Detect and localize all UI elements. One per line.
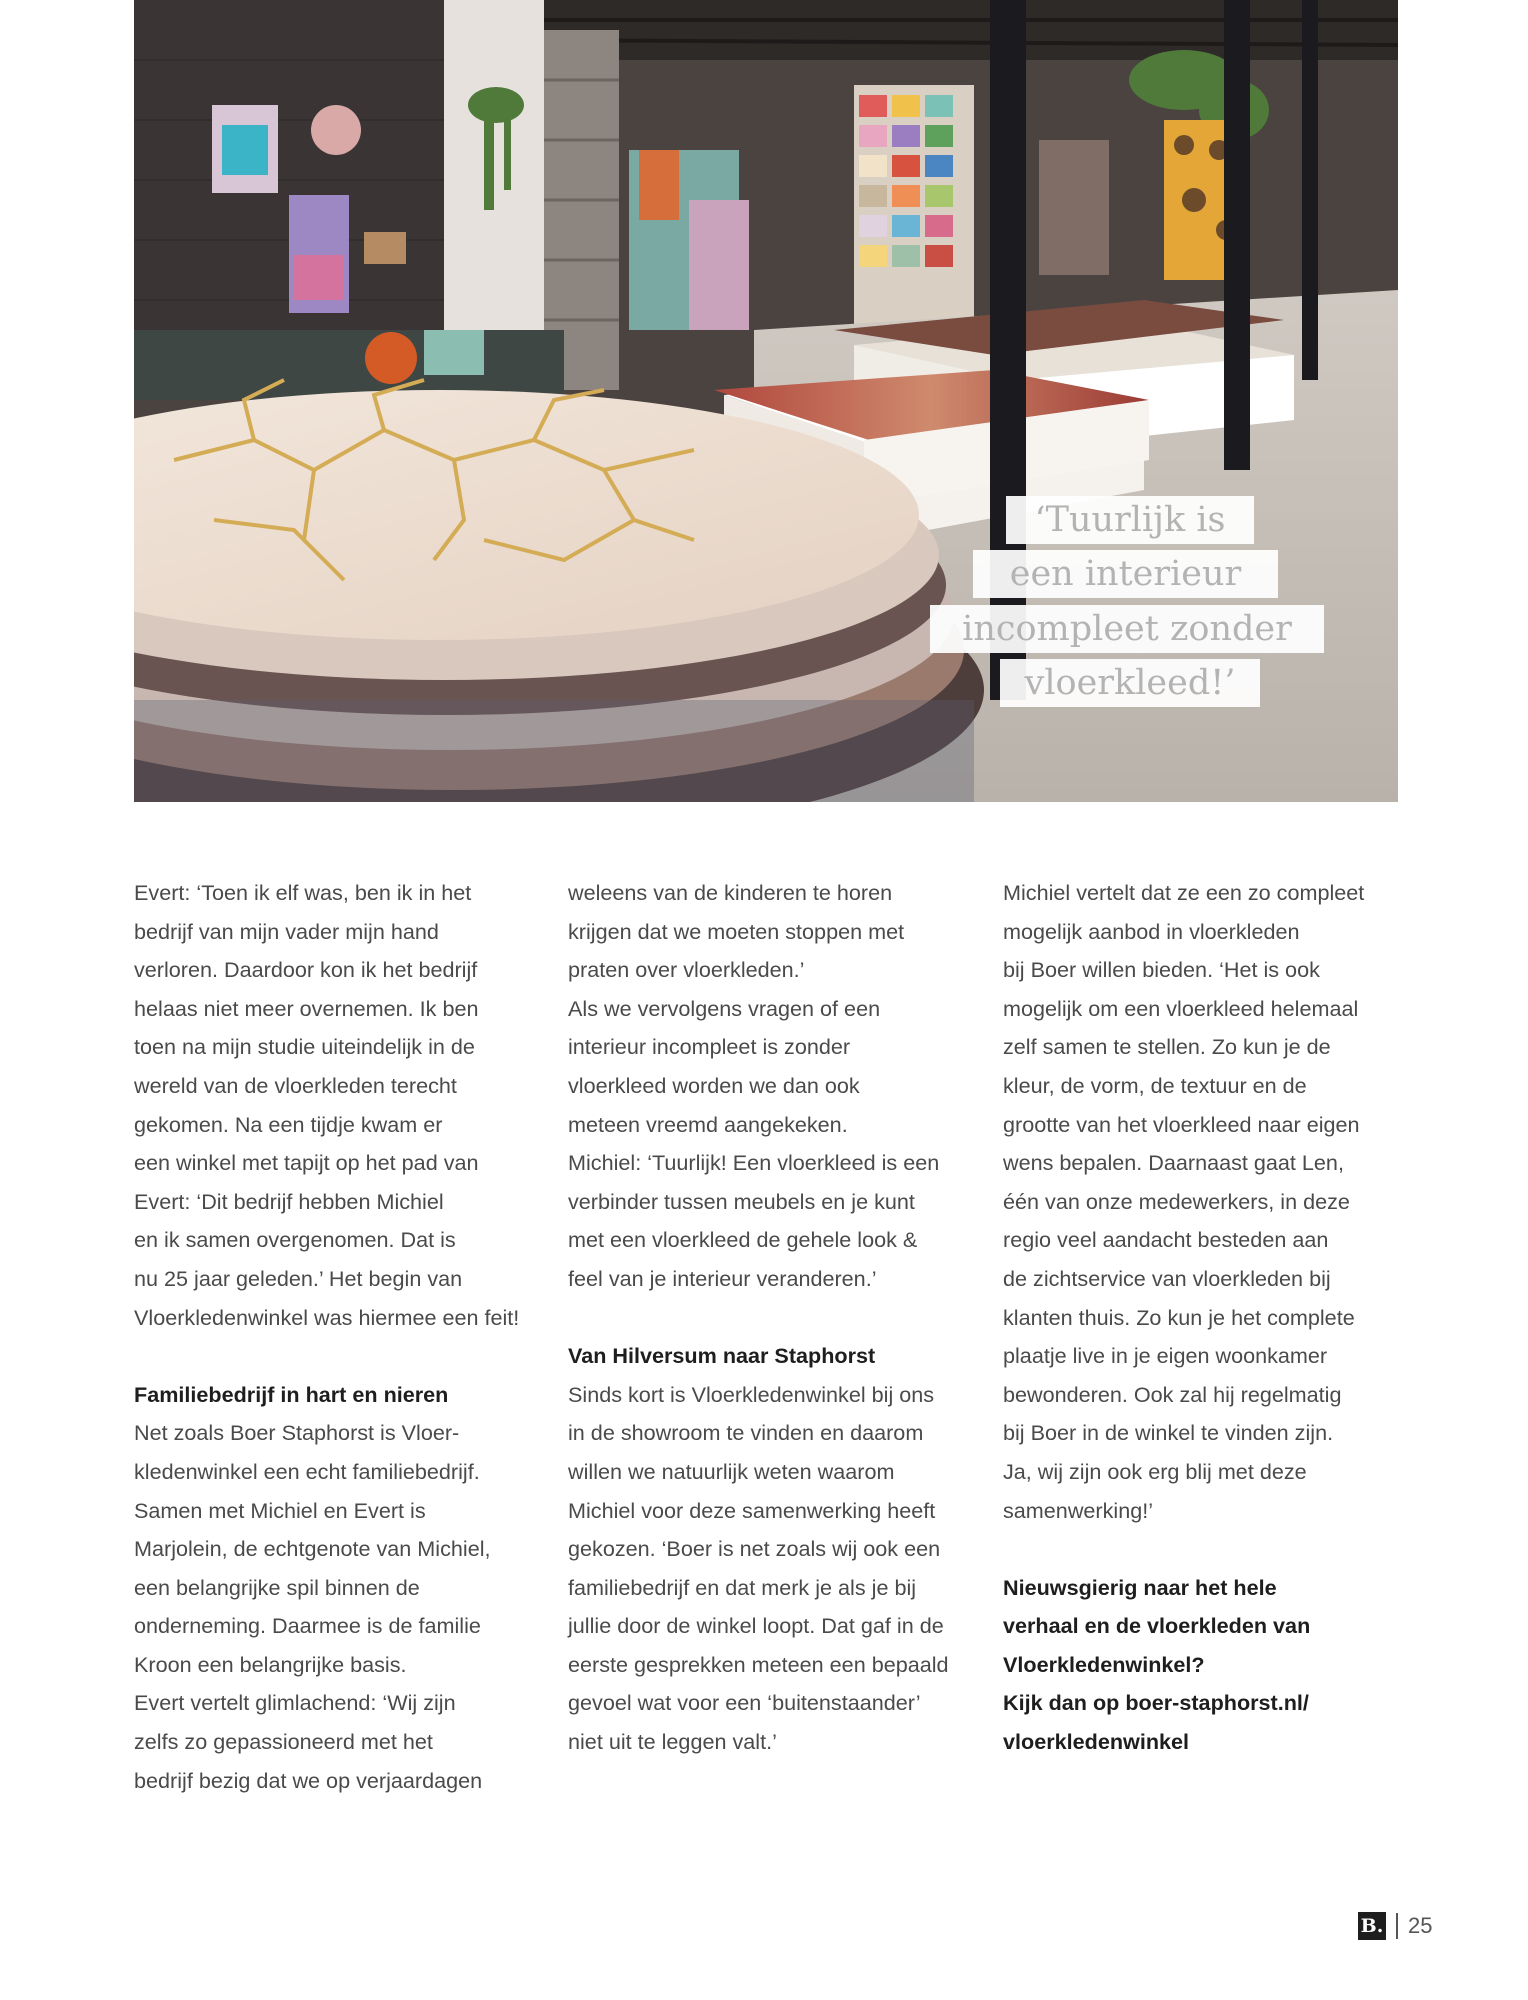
paragraph [134,874,538,1337]
text-line: een belangrijke spil binnen de [134,1574,420,1600]
text-line: met een vloerkleed de gehele look & [568,1227,918,1253]
text-line: zelf samen te stellen. Zo kun je de [1003,1034,1331,1060]
cta-line: verhaal en de vloerkleden van [1003,1613,1311,1639]
pull-quote-line: een interieur [973,550,1278,598]
text-line: Kroon een belangrijke basis. [134,1651,407,1677]
text-line: praten over vloerkleden.’ [568,957,805,983]
call-to-action [1003,1569,1398,1762]
text-line: Marjolein, de echtgenote van Michiel, [134,1536,491,1562]
text-line: verbinder tussen meubels en je kunt [568,1188,915,1214]
page-number: 25 [1408,1913,1433,1938]
text-line: niet uit te leggen valt.’ [568,1729,777,1755]
divider [1396,1913,1398,1939]
text-line: mogelijk aanbod in vloerkleden [1003,918,1300,944]
text-line: bij Boer in de winkel te vinden zijn. [1003,1420,1334,1446]
text-line: en ik samen overgenomen. Dat is [134,1227,456,1253]
text-line: Michiel: ‘Tuurlijk! Een vloerkleed is een [568,1150,940,1176]
text-line: samenwerking!’ [1003,1497,1154,1523]
text-line: bij Boer willen bieden. ‘Het is ook [1003,957,1320,983]
text-line: vloerkleed worden we dan ook [568,1072,860,1098]
text-line: plaatje live in je eigen woonkamer [1003,1343,1328,1369]
cta-line: Vloerkledenwinkel? [1003,1651,1205,1677]
text-line: mogelijk om een vloerkleed helemaal [1003,995,1359,1021]
text-line: Michiel voor deze samenwerking heeft [568,1497,936,1523]
pull-quote-line: incompleet zonder [930,605,1324,653]
text-line: feel van je interieur veranderen.’ [568,1265,877,1291]
text-line: gekozen. ‘Boer is net zoals wij ook een [568,1536,941,1562]
text-line: toen na mijn studie uiteindelijk in de [134,1034,475,1060]
text-line: Vloerkledenwinkel was hiermee een feit! [134,1304,520,1330]
text-line: klanten thuis. Zo kun je het complete [1003,1304,1355,1330]
pull-quote-line: vloerkleed!’ [1000,659,1260,707]
text-line: Als we vervolgens vragen of een [568,995,881,1021]
text-line: kleur, de vorm, de textuur en de [1003,1072,1307,1098]
text-line: eerste gesprekken meteen een bepaald [568,1651,949,1677]
article-column-2 [568,874,972,1762]
text-line: Evert vertelt glimlachend: ‘Wij zijn [134,1690,456,1716]
text-line: Ja, wij zijn ook erg blij met deze [1003,1458,1307,1484]
text-line: bewonderen. Ook zal hij regelmatig [1003,1381,1342,1407]
cta-line: Nieuwsgierig naar het hele [1003,1574,1277,1600]
text-line: verloren. Daardoor kon ik het bedrijf [134,957,478,983]
page-footer [1358,1911,1432,1941]
text-line: Michiel vertelt dat ze een zo compleet [1003,880,1365,905]
text-line: nu 25 jaar geleden.’ Het begin van [134,1265,463,1291]
text-line: helaas niet meer overnemen. Ik ben [134,995,479,1021]
text-line: regio veel aandacht besteden aan [1003,1227,1329,1253]
text-line: jullie door de winkel loopt. Dat gaf in de [568,1613,944,1639]
text-line: bedrijf bezig dat we op verjaardagen [134,1767,483,1793]
paragraph [1003,874,1398,1530]
text-line: in de showroom te vinden en daarom [568,1420,924,1446]
text-line: familiebedrijf en dat merk je als je bij [568,1574,917,1600]
section-heading: Van Hilversum naar Staphorst [568,1343,876,1369]
paragraph [134,1414,538,1800]
text-line: kledenwinkel een echt familiebedrijf. [134,1458,480,1484]
text-line: grootte van het vloerkleed naar eigen [1003,1111,1360,1137]
text-line: weleens van de kinderen te horen [568,880,893,905]
text-line: de zichtservice van vloerkleden bij [1003,1265,1331,1291]
text-line: Evert: ‘Toen ik elf was, ben ik in het [134,880,472,905]
magazine-logo: B. [1358,1912,1386,1940]
pull-quote-line: ‘Tuurlijk is [1006,496,1254,544]
text-line: gekomen. Na een tijdje kwam er [134,1111,443,1137]
cta-link[interactable]: vloerkledenwinkel [1003,1729,1190,1755]
text-line: Samen met Michiel en Evert is [134,1497,426,1523]
text-line: bedrijf van mijn vader mijn hand [134,918,439,944]
text-line: krijgen dat we moeten stoppen met [568,918,905,944]
text-line: gevoel wat voor een ‘buitenstaander’ [568,1690,921,1716]
text-line: Net zoals Boer Staphorst is Vloer- [134,1420,460,1446]
text-line: één van onze medewerkers, in deze [1003,1188,1350,1214]
text-line: onderneming. Daarmee is de familie [134,1613,481,1639]
hero-photo [134,0,1398,802]
text-line: zelfs zo gepassioneerd met het [134,1729,433,1755]
article-column-3 [1003,874,1398,1762]
paragraph [568,874,972,1299]
text-line: wens bepalen. Daarnaast gaat Len, [1003,1150,1344,1176]
text-line: willen we natuurlijk weten waarom [568,1458,895,1484]
article-column-1 [134,874,538,1800]
text-line: een winkel met tapijt op het pad van [134,1150,479,1176]
text-line: meteen vreemd aangekeken. [568,1111,848,1137]
text-line: Sinds kort is Vloerkledenwinkel bij ons [568,1381,935,1407]
cta-link[interactable]: Kijk dan op boer-staphorst.nl/ [1003,1690,1309,1716]
text-line: interieur incompleet is zonder [568,1034,851,1060]
section-heading: Familiebedrijf in hart en nieren [134,1381,449,1407]
text-line: wereld van de vloerkleden terecht [134,1072,457,1098]
text-line: Evert: ‘Dit bedrijf hebben Michiel [134,1188,444,1214]
paragraph [568,1376,972,1762]
